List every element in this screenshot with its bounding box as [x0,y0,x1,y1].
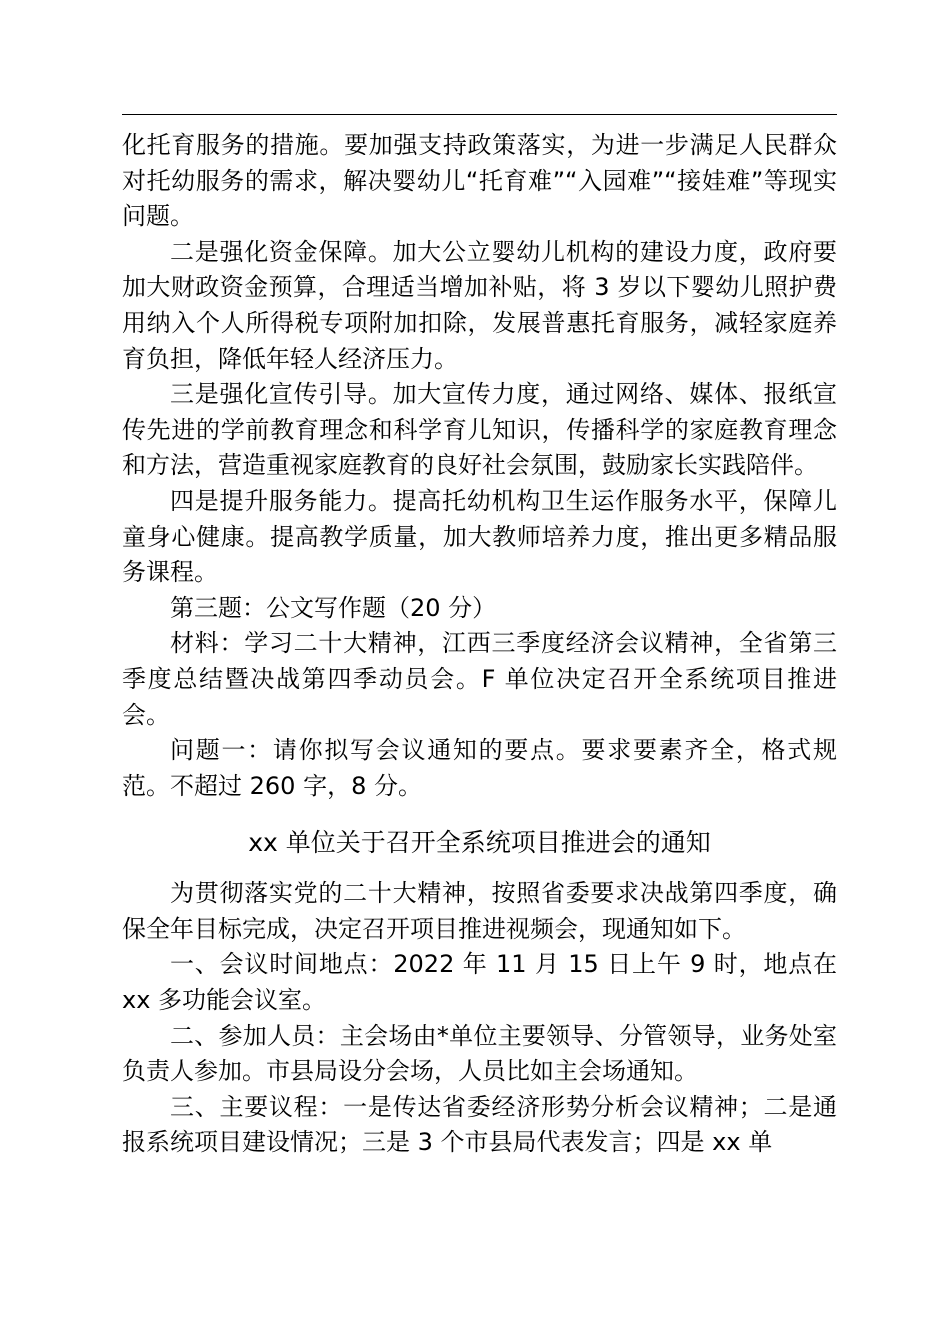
notice-intro: 为贯彻落实党的二十大精神，按照省委要求决战第四季度，确保全年目标完成，决定召开项目推进视频会，现通知如下。 [122,879,837,943]
document-body [122,128,837,1161]
paragraph-funding: 二是强化资金保障。加大公立婴幼儿机构的建设力度，政府要加大财政资金预算，合理适当增加补贴，将 3 岁以下婴幼儿照护费用纳入个人所得税专项附加扣除，发展普惠托育服务，减轻家庭养育负担，降低年轻人经济压力。 [122,237,837,373]
notice-item-time-place: 一、会议时间地点：2022 年 11 月 15 日上午 9 时，地点在 xx 多功能会议室。 [122,950,837,1015]
question-one: 问题一：请你拟写会议通知的要点。要求要素齐全，格式规范。不超过 260 字，8 分。 [122,736,837,800]
question-heading: 第三题：公文写作题（20 分） [170,593,497,622]
header-rule [122,114,837,115]
notice-item-agenda: 三、主要议程：一是传达省委经济形势分析会议精神；二是通报系统项目建设情况；三是 3 个市县局代表发言；四是 xx 单 [122,1092,837,1157]
notice-title: xx 单位关于召开全系统项目推进会的通知 [248,828,711,858]
notice-item-attendees: 二、参加人员：主会场由*单位主要领导、分管领导，业务处室负责人参加。市县局设分会场，人员比如主会场通知。 [122,1021,837,1086]
paragraph-service: 四是提升服务能力。提高托幼机构卫生运作服务水平，保障儿童身心健康。提高教学质量，加大教师培养力度，推出更多精品服务课程。 [122,486,837,587]
paragraph-continuation: 化托育服务的措施。要加强支持政策落实，为进一步满足人民群众对托幼服务的需求，解决婴幼儿“托育难”“入园难”“接娃难”等现实问题。 [122,131,837,231]
material-paragraph: 材料：学习二十大精神，江西三季度经济会议精神，全省第三季度总结暨决战第四季动员会。F 单位决定召开全系统项目推进会。 [122,629,837,729]
paragraph-publicity: 三是强化宣传引导。加大宣传力度，通过网络、媒体、报纸宣传先进的学前教育理念和科学育儿知识，传播科学的家庭教育理念和方法，营造重视家庭教育的良好社会氛围，鼓励家长实践陪伴。 [122,380,837,480]
